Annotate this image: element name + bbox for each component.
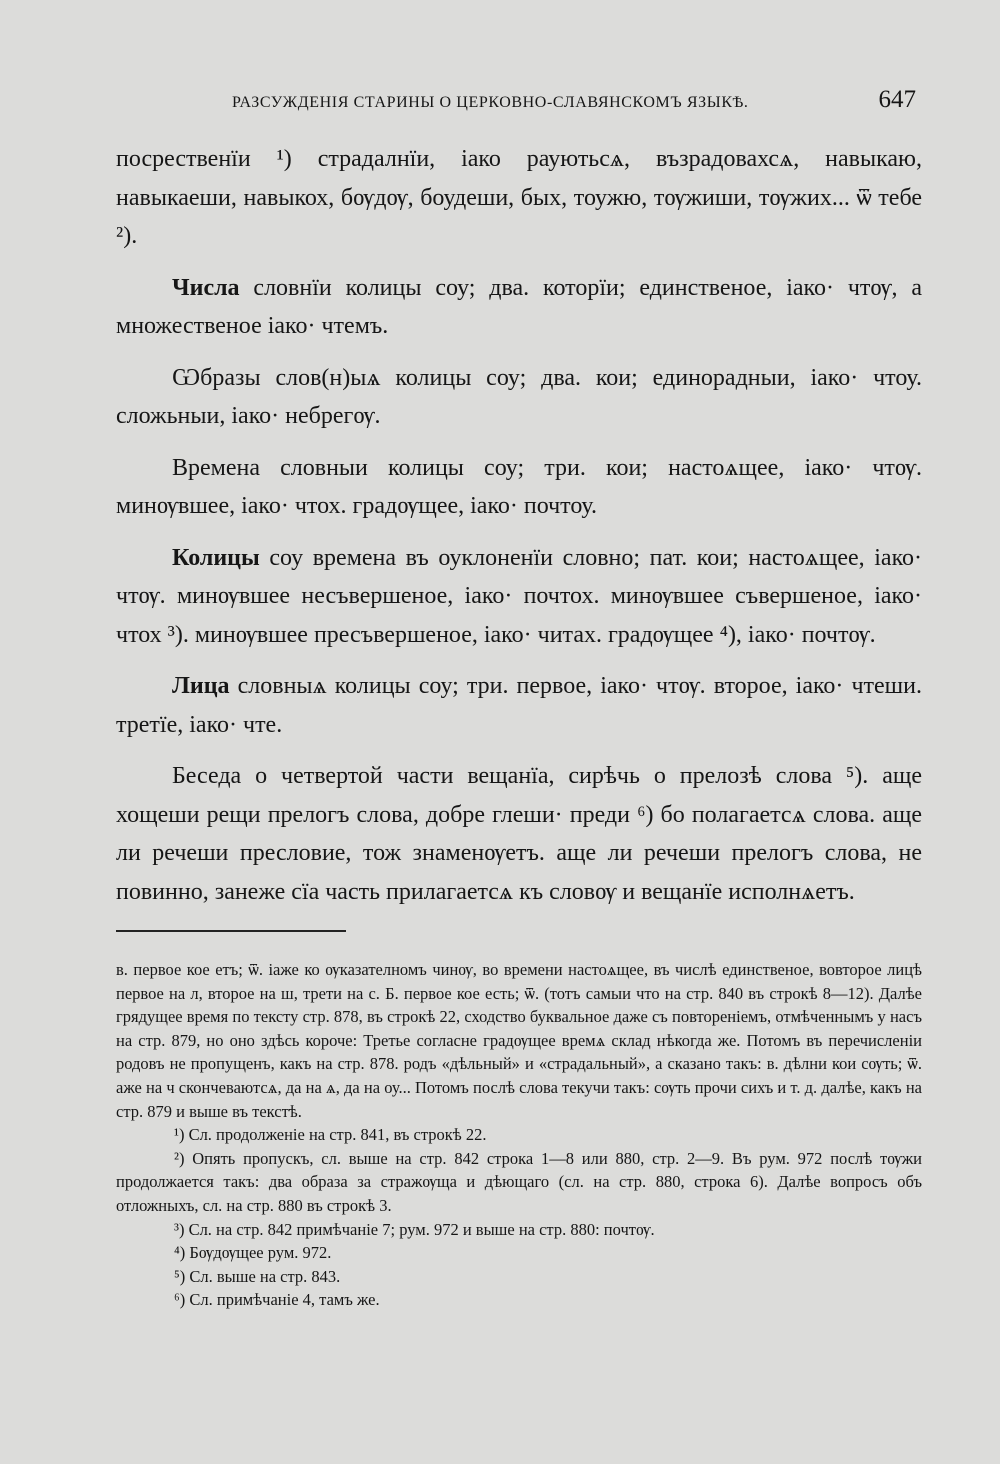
paragraph-moods [116, 539, 922, 655]
paragraph-forms-text: слов(н)ыѧ колицы соу; два. кои; единорадныи, іако· чтоу. сложьныи, іако· небрегѹ. [116, 364, 922, 429]
footnote-4: ⁴) Бѹдѹщее рум. 972. [174, 1243, 332, 1263]
paragraph-persons [116, 667, 922, 744]
page-number: 647 [878, 86, 916, 113]
footnotes [116, 958, 922, 1312]
paragraph-persons-lead: Лица [172, 673, 230, 699]
paragraph-tenses-lead: Времена [172, 454, 260, 481]
paragraph-preposition-text: Беседа о четвертой части вещанїа, сирѣчь о прелозѣ слова ⁵). аще хощеши рещи прелогъ слова, добре глеши· преди ⁶) бо полагаетсѧ слова. аще ли речеши пресловие, тож знаменѹетъ. аще ли речеши прелогъ слова, не повинно, занеже сїа часть прилагаетсѧ къ словѹ и вещанїе исполнѧетъ. [116, 763, 922, 905]
paragraph-tenses-text: словныи колицы соу; три. кои; настоѧщее, іако· чтѹ. минѹвшее, іако· чтох. градѹщее, іако· почтоу. [116, 454, 922, 519]
footnote-separator [116, 930, 346, 932]
paragraph-numbers [116, 269, 922, 346]
running-title: РАЗСУЖДЕНІЯ СТАРИНЫ О ЦЕРКОВНО-СЛАВЯНСКОМЪ ЯЗЫКѢ. [232, 94, 749, 111]
paragraph-numbers-lead: Числа [172, 274, 240, 301]
paragraph-numbers-text: словнїи колицы соу; два. которїи; единственое, іако· чтѹ, а множественое іако· чтемъ. [116, 274, 922, 339]
footnote-5: ⁵) Сл. выше на стр. 843. [174, 1266, 341, 1286]
running-header [232, 86, 922, 120]
paragraph-preposition [116, 757, 922, 911]
paragraph-1-text: посрественїи ¹) страдалнїи, іако рауютьсѧ, възрадовахсѧ, навыкаю, навыкаеши, навыкох, бѹдѹ, боудеши, быx, тоужю, тѹжиши, тѹжиx... ѿ тебе ²). [116, 146, 922, 249]
paragraph-forms [116, 359, 922, 436]
main-text [116, 140, 922, 911]
footnote-2: ²) Опять пропускъ, сл. выше на стр. 842 строка 1—8 или 880, стр. 2—9. Въ рум. 972 послѣ тѹжи продолжается такъ: два образа за стражѹща и дѣющаго (сл. на стр. 880, строка 6). Далѣе вопросъ объ отложныхъ, сл. на стр. 880 въ строкѣ 3. [116, 1148, 922, 1215]
paragraph-moods-lead: Колицы [172, 544, 260, 571]
paragraph-forms-lead: Ѡбразы [172, 364, 261, 391]
footnote-continuation: в. первое кое етъ; ѿ. іаже ко ѹказателномъ чинѹ, во времени настоѧщее, въ числѣ единственое, вовторое лицѣ первое на л, второе на ш, трети на с. Б. первое кое есть; ѿ. (тотъ самыи что на стр. 840 въ строкѣ 8—12). Далѣе грядущее время по тексту стр. 878, въ строкѣ 22, сходство буквальное даже съ повтореніемъ, отмѣченнымъ у насъ на стр. 879, но оно здѣсь короче: Третье согласне градѹщее времѧ склад нѣкогда же. Потомъ въ перечисленіи родовъ не пропущенъ, какъ на стр. 878. родъ «дѣльный» и «страдальный», а сказано такъ: в. дѣлни кои сѹть; ѿ. аже на ч скончеваютсѧ, да на ѧ, да на оу... Потомъ послѣ слова текучи такъ: сѹть прочи сихъ и т. д. далѣе, какъ на стр. 879 и выше въ текстѣ. [116, 960, 922, 1121]
paragraph-moods-text: соу времена въ оуклоненїи словно; пат. кои; настоѧщее, іако· чтѹ. минѹвшее несъвершеное, іако· почтох. минѹвшее съвершеное, іако· чтох ³). минѹвшее пресъвершеное, іако· читах. градѹщее ⁴), іако· почтѹ. [116, 544, 922, 648]
footnote-3: ³) Сл. на стр. 842 примѣчаніе 7; рум. 972 и выше на стр. 880: почтѹ. [174, 1219, 655, 1239]
footnote-1: ¹) Сл. продолженіе на стр. 841, въ строкѣ 22. [174, 1125, 487, 1145]
paragraph-tenses [116, 449, 922, 526]
paragraph-1 [116, 140, 922, 256]
footnote-6: ⁶) Сл. примѣчаніе 4, тамъ же. [174, 1290, 380, 1310]
paragraph-persons-text: словныѧ колицы соу; три. первое, іако· чтѹ. второе, іако· чтеши. третїе, іако· чте. [116, 673, 922, 738]
